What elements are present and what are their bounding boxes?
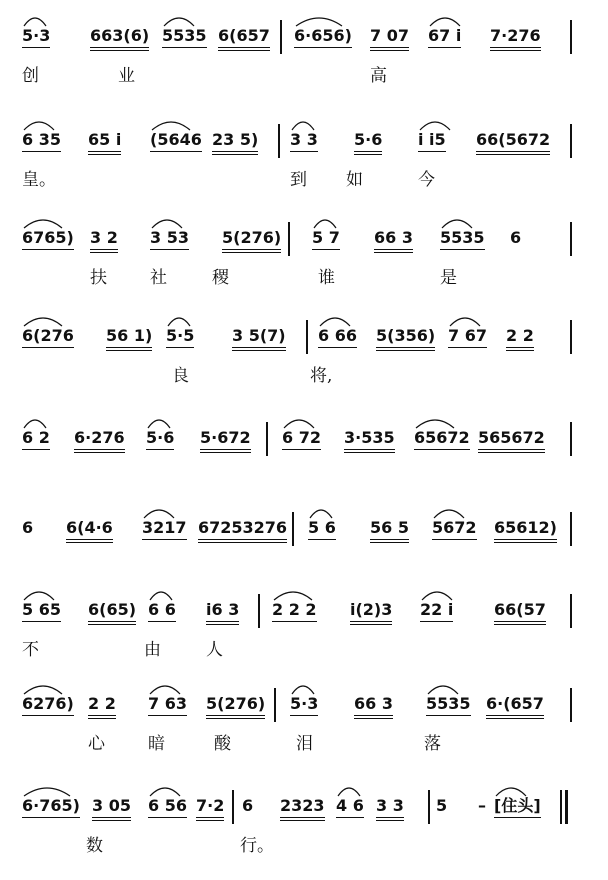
lyric-syllable: 暗 bbox=[148, 734, 165, 754]
note-group: 3·535 bbox=[344, 424, 395, 452]
beam-line bbox=[22, 817, 80, 818]
note-group: i(2)3 bbox=[350, 596, 392, 624]
lyric-syllable: 创 bbox=[22, 66, 39, 86]
note-group: 4 6 bbox=[336, 792, 364, 820]
lyric-syllable: 今 bbox=[418, 170, 435, 190]
lyrics-line bbox=[0, 62, 608, 90]
beam-line bbox=[478, 449, 545, 450]
beam-line bbox=[290, 151, 318, 152]
bar-line bbox=[570, 124, 572, 158]
lyrics-line bbox=[0, 464, 608, 492]
beam-line bbox=[198, 539, 287, 540]
beam-line bbox=[206, 718, 265, 719]
note-group: 565672 bbox=[478, 424, 545, 452]
beam-line bbox=[88, 624, 136, 625]
lyric-syllable: 业 bbox=[118, 66, 135, 86]
bar-line bbox=[278, 124, 280, 158]
lyric-syllable: 社 bbox=[150, 268, 167, 288]
notation-line bbox=[0, 126, 608, 154]
beam-line bbox=[212, 154, 258, 155]
lyrics-line bbox=[0, 832, 608, 860]
note-group: 6(657 bbox=[218, 22, 270, 50]
notation-line bbox=[0, 690, 608, 718]
beam-line bbox=[344, 452, 395, 453]
beam-line bbox=[370, 47, 409, 48]
beam-line bbox=[376, 817, 404, 818]
beam-line bbox=[318, 347, 357, 348]
beam-line bbox=[486, 715, 544, 716]
beam-line bbox=[66, 542, 113, 543]
lyric-syllable: 由 bbox=[144, 640, 161, 660]
beam-line bbox=[198, 542, 287, 543]
lyric-syllable: 将, bbox=[310, 366, 333, 386]
beam-line bbox=[506, 350, 534, 351]
note-group: 22 i bbox=[420, 596, 453, 624]
beam-line bbox=[494, 624, 546, 625]
beam-line bbox=[88, 718, 116, 719]
beam-line bbox=[336, 817, 364, 818]
beam-line bbox=[374, 249, 413, 250]
beam-line bbox=[478, 452, 545, 453]
score-system bbox=[0, 202, 608, 298]
note-group: i6 3 bbox=[206, 596, 239, 624]
note-group: 6 66 bbox=[318, 322, 357, 350]
lyrics-line bbox=[0, 264, 608, 292]
lyric-syllable: 是 bbox=[440, 268, 457, 288]
bar-line bbox=[280, 20, 282, 54]
beam-line bbox=[148, 715, 187, 716]
beam-line bbox=[312, 249, 340, 250]
lyric-syllable: 酸 bbox=[214, 734, 231, 754]
note-group: 5 6 bbox=[308, 514, 336, 542]
note-group: 6 bbox=[22, 518, 34, 537]
beam-line bbox=[206, 715, 265, 716]
note-group: 5·672 bbox=[200, 424, 251, 452]
beam-line bbox=[92, 820, 131, 821]
note-group: 6 bbox=[510, 228, 522, 247]
beam-line bbox=[88, 151, 121, 152]
beam-line bbox=[476, 154, 550, 155]
beam-line bbox=[22, 151, 61, 152]
beam-line bbox=[142, 539, 187, 540]
note-group: – bbox=[478, 796, 486, 815]
note-group: 6 6 bbox=[148, 596, 176, 624]
note-group: 66(57 bbox=[494, 596, 546, 624]
lyric-syllable: 不 bbox=[22, 640, 39, 660]
score-system bbox=[0, 104, 608, 200]
beam-line bbox=[354, 715, 393, 716]
lyric-syllable: 心 bbox=[88, 734, 105, 754]
beam-line bbox=[66, 539, 113, 540]
beam-line bbox=[90, 249, 118, 250]
notation-line bbox=[0, 22, 608, 50]
note-group: 66 3 bbox=[374, 224, 413, 252]
note-group: 2323 bbox=[280, 792, 325, 820]
note-group: i i5 bbox=[418, 126, 446, 154]
lyrics-line bbox=[0, 166, 608, 194]
beam-line bbox=[350, 621, 392, 622]
beam-line bbox=[90, 252, 118, 253]
notation-line bbox=[0, 514, 608, 542]
beam-line bbox=[150, 249, 189, 250]
beam-line bbox=[272, 621, 317, 622]
lyric-syllable: 良 bbox=[172, 366, 189, 386]
beam-line bbox=[354, 151, 382, 152]
note-group: 6 bbox=[242, 796, 254, 815]
beam-line bbox=[344, 449, 395, 450]
beam-line bbox=[162, 47, 207, 48]
beam-line bbox=[22, 449, 50, 450]
notation-line bbox=[0, 596, 608, 624]
note-group: 66 3 bbox=[354, 690, 393, 718]
note-group: 6765) bbox=[22, 224, 74, 252]
beam-line bbox=[218, 47, 270, 48]
beam-line bbox=[350, 624, 392, 625]
bar-line bbox=[570, 512, 572, 546]
score-system bbox=[0, 0, 608, 96]
beam-line bbox=[200, 449, 251, 450]
beam-line bbox=[148, 817, 187, 818]
bar-line bbox=[570, 320, 572, 354]
note-group: 5·5 bbox=[166, 322, 194, 350]
note-group: 5672 bbox=[432, 514, 477, 542]
beam-line bbox=[74, 452, 125, 453]
note-group: 3 3 bbox=[290, 126, 318, 154]
beam-line bbox=[374, 252, 413, 253]
note-group: 5·6 bbox=[354, 126, 382, 154]
beam-line bbox=[22, 347, 74, 348]
beam-line bbox=[376, 350, 435, 351]
beam-line bbox=[494, 542, 557, 543]
beam-line bbox=[354, 718, 393, 719]
bar-line bbox=[570, 222, 572, 256]
note-group: 5·3 bbox=[22, 22, 50, 50]
note-group: 3 05 bbox=[92, 792, 131, 820]
lyric-syllable: 稷 bbox=[212, 268, 229, 288]
note-group: 7 07 bbox=[370, 22, 409, 50]
beam-line bbox=[370, 50, 409, 51]
note-group: 5535 bbox=[426, 690, 471, 718]
beam-line bbox=[232, 350, 286, 351]
score-system bbox=[0, 574, 608, 670]
beam-line bbox=[74, 449, 125, 450]
beam-line bbox=[222, 252, 281, 253]
beam-line bbox=[432, 539, 477, 540]
beam-line bbox=[280, 820, 325, 821]
bar-line bbox=[258, 594, 260, 628]
note-group: 5 7 bbox=[312, 224, 340, 252]
note-group: 23 5) bbox=[212, 126, 258, 154]
lyric-syllable: 行。 bbox=[240, 836, 274, 856]
note-group: 2 2 2 bbox=[272, 596, 317, 624]
note-group: 5(356) bbox=[376, 322, 435, 350]
lyric-syllable: 人 bbox=[206, 640, 223, 660]
note-group: (5646 bbox=[150, 126, 202, 154]
beam-line bbox=[22, 249, 74, 250]
beam-line bbox=[200, 452, 251, 453]
lyrics-line bbox=[0, 362, 608, 390]
beam-line bbox=[428, 47, 461, 48]
bar-line bbox=[570, 422, 572, 456]
beam-line bbox=[146, 449, 174, 450]
lyric-syllable: 泪 bbox=[296, 734, 313, 754]
beam-line bbox=[354, 154, 382, 155]
note-group: 2 2 bbox=[88, 690, 116, 718]
notation-line bbox=[0, 322, 608, 350]
beam-line bbox=[196, 820, 224, 821]
note-group: 56 1) bbox=[106, 322, 152, 350]
note-group: 5 65 bbox=[22, 596, 61, 624]
beam-line bbox=[92, 817, 131, 818]
note-group: 5535 bbox=[162, 22, 207, 50]
notation-line bbox=[0, 792, 608, 820]
beam-line bbox=[88, 621, 136, 622]
bar-line bbox=[274, 688, 276, 722]
note-group: 2 2 bbox=[506, 322, 534, 350]
lyric-syllable: 皇。 bbox=[22, 170, 56, 190]
beam-line bbox=[150, 151, 202, 152]
note-group: 6 2 bbox=[22, 424, 50, 452]
beam-line bbox=[206, 624, 239, 625]
note-group: 5·3 bbox=[290, 690, 318, 718]
note-group: 6 72 bbox=[282, 424, 321, 452]
lyric-syllable: 高 bbox=[370, 66, 387, 86]
beam-line bbox=[440, 249, 485, 250]
beam-line bbox=[232, 347, 286, 348]
note-group: 6 35 bbox=[22, 126, 61, 154]
note-group: 7·276 bbox=[490, 22, 541, 50]
beam-line bbox=[206, 621, 239, 622]
note-group: 67253276 bbox=[198, 514, 287, 542]
note-group: 6·(657 bbox=[486, 690, 544, 718]
note-group: 67 i bbox=[428, 22, 461, 50]
beam-line bbox=[486, 718, 544, 719]
note-group: 6(276 bbox=[22, 322, 74, 350]
beam-line bbox=[418, 151, 446, 152]
beam-line bbox=[282, 449, 321, 450]
lyrics-line bbox=[0, 636, 608, 664]
beam-line bbox=[22, 47, 50, 48]
note-group: [住头] bbox=[494, 792, 541, 820]
beam-line bbox=[414, 449, 470, 450]
lyric-syllable: 落 bbox=[424, 734, 441, 754]
beam-line bbox=[90, 47, 149, 48]
note-group: 6(4·6 bbox=[66, 514, 113, 542]
notation-line bbox=[0, 224, 608, 252]
bar-line bbox=[570, 688, 572, 722]
bar-line bbox=[570, 20, 572, 54]
final-bar-line-thick bbox=[565, 790, 568, 824]
beam-line bbox=[420, 621, 453, 622]
beam-line bbox=[106, 350, 152, 351]
bar-line bbox=[428, 790, 430, 824]
note-group: 66(5672 bbox=[476, 126, 550, 154]
bar-line bbox=[570, 594, 572, 628]
beam-line bbox=[490, 50, 541, 51]
note-group: 6·656) bbox=[294, 22, 352, 50]
score-system bbox=[0, 402, 608, 498]
lyrics-line bbox=[0, 730, 608, 758]
score-system bbox=[0, 668, 608, 764]
score-system bbox=[0, 770, 608, 866]
note-group: 3 2 bbox=[90, 224, 118, 252]
note-group: 5535 bbox=[440, 224, 485, 252]
note-group: 5(276) bbox=[222, 224, 281, 252]
note-group: 6 56 bbox=[148, 792, 187, 820]
beam-line bbox=[22, 715, 74, 716]
note-group: 5 bbox=[436, 796, 448, 815]
lyric-syllable: 数 bbox=[86, 836, 103, 856]
note-group: 3217 bbox=[142, 514, 187, 542]
lyric-syllable: 扶 bbox=[90, 268, 107, 288]
bar-line bbox=[288, 222, 290, 256]
beam-line bbox=[448, 347, 487, 348]
note-group: 663(6) bbox=[90, 22, 149, 50]
beam-line bbox=[218, 50, 270, 51]
note-group: 7·2 bbox=[196, 792, 224, 820]
beam-line bbox=[106, 347, 152, 348]
beam-line bbox=[22, 621, 61, 622]
beam-line bbox=[376, 820, 404, 821]
beam-line bbox=[88, 154, 121, 155]
beam-line bbox=[196, 817, 224, 818]
bar-line bbox=[292, 512, 294, 546]
beam-line bbox=[166, 347, 194, 348]
beam-line bbox=[370, 539, 409, 540]
lyric-syllable: 谁 bbox=[318, 268, 335, 288]
beam-line bbox=[376, 347, 435, 348]
beam-line bbox=[222, 249, 281, 250]
beam-line bbox=[494, 817, 541, 818]
lyric-syllable: 如 bbox=[346, 170, 363, 190]
beam-line bbox=[212, 151, 258, 152]
note-group: 3 3 bbox=[376, 792, 404, 820]
beam-line bbox=[294, 47, 352, 48]
score-system bbox=[0, 300, 608, 396]
beam-line bbox=[426, 715, 471, 716]
beam-line bbox=[506, 347, 534, 348]
note-group: 65612) bbox=[494, 514, 557, 542]
note-group: 6(65) bbox=[88, 596, 136, 624]
beam-line bbox=[148, 621, 176, 622]
beam-line bbox=[90, 50, 149, 51]
beam-line bbox=[308, 539, 336, 540]
note-group: 7 67 bbox=[448, 322, 487, 350]
note-group: 65672 bbox=[414, 424, 470, 452]
lyric-syllable: 到 bbox=[290, 170, 307, 190]
bar-line bbox=[232, 790, 234, 824]
note-group: 65 i bbox=[88, 126, 121, 154]
note-group: 6·276 bbox=[74, 424, 125, 452]
note-group: 6·765) bbox=[22, 792, 80, 820]
beam-line bbox=[88, 715, 116, 716]
note-group: 56 5 bbox=[370, 514, 409, 542]
note-group: 3 53 bbox=[150, 224, 189, 252]
beam-line bbox=[494, 621, 546, 622]
beam-line bbox=[280, 817, 325, 818]
beam-line bbox=[476, 151, 550, 152]
beam-line bbox=[370, 542, 409, 543]
beam-line bbox=[490, 47, 541, 48]
beam-line bbox=[290, 715, 318, 716]
bar-line bbox=[266, 422, 268, 456]
note-group: 5(276) bbox=[206, 690, 265, 718]
note-group: 3 5(7) bbox=[232, 322, 286, 350]
note-group: 5·6 bbox=[146, 424, 174, 452]
notation-line bbox=[0, 424, 608, 452]
final-bar-line bbox=[560, 790, 562, 824]
bar-line bbox=[306, 320, 308, 354]
note-group: 6276) bbox=[22, 690, 74, 718]
beam-line bbox=[494, 539, 557, 540]
note-group: 7 63 bbox=[148, 690, 187, 718]
